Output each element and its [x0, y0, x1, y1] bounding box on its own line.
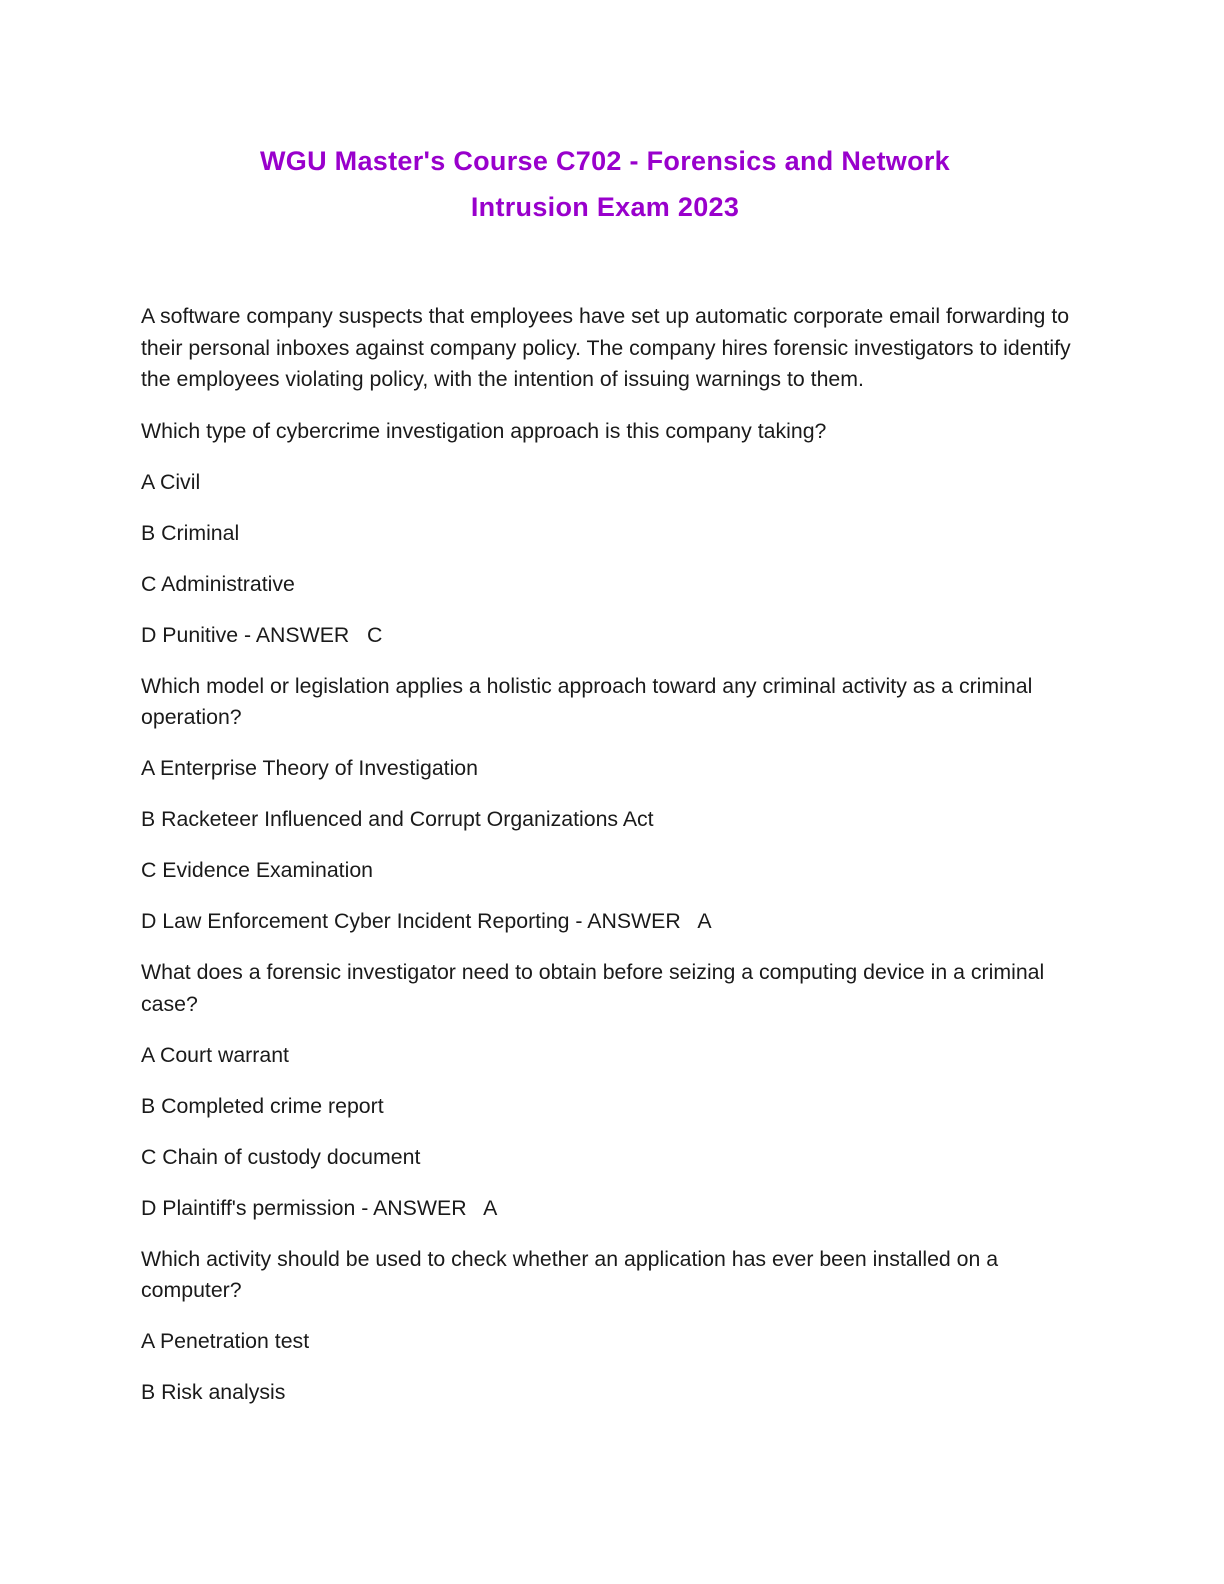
question-3-option-b: B Completed crime report [141, 1093, 384, 1118]
question-1-option-d-answer: D Punitive - ANSWER C [141, 622, 383, 647]
question-2-option-c: C Evidence Examination [141, 858, 374, 882]
title-line-2: Intrusion Exam 2023 [470, 192, 740, 222]
question-2: Which model or legislation applies a holistic approach toward any criminal activity as a criminal operation? [141, 673, 1033, 729]
question-4-option-b: B Risk analysis [141, 1380, 286, 1404]
question-1-option-b: B Criminal [141, 520, 240, 545]
scenario-paragraph: A software company suspects that employees have set up automatic corporate email forwarding to their personal inboxes against company policy. The company hires forensic investigators to identify the employees violating policy, with the intention of issuing warnings to them. [141, 304, 1071, 391]
document-title [140, 138, 1070, 230]
question-3: What does a forensic investigator need to obtain before seizing a computing device in a criminal case? [141, 960, 1045, 1016]
question-1-option-a: A Civil [141, 469, 201, 494]
question-3-option-c: C Chain of custody document [141, 1144, 421, 1169]
question-4-option-a: A Penetration test [141, 1329, 310, 1353]
question-3-option-d-answer: D Plaintiff's permission - ANSWER A [141, 1195, 498, 1220]
question-2-option-a: A Enterprise Theory of Investigation [141, 756, 478, 780]
question-2-option-b: B Racketeer Influenced and Corrupt Organizations Act [141, 807, 654, 831]
question-4: Which activity should be used to check whether an application has ever been installed on a computer? [141, 1246, 999, 1302]
question-3-option-a: A Court warrant [141, 1042, 289, 1067]
question-1-option-c: C Administrative [141, 571, 295, 596]
document-body [141, 301, 1076, 1428]
question-1: Which type of cybercrime investigation approach is this company taking? [141, 418, 827, 443]
title-line-1: WGU Master's Course C702 - Forensics and Network [259, 146, 950, 176]
question-2-option-d-answer: D Law Enforcement Cyber Incident Reporting - ANSWER A [141, 909, 712, 933]
